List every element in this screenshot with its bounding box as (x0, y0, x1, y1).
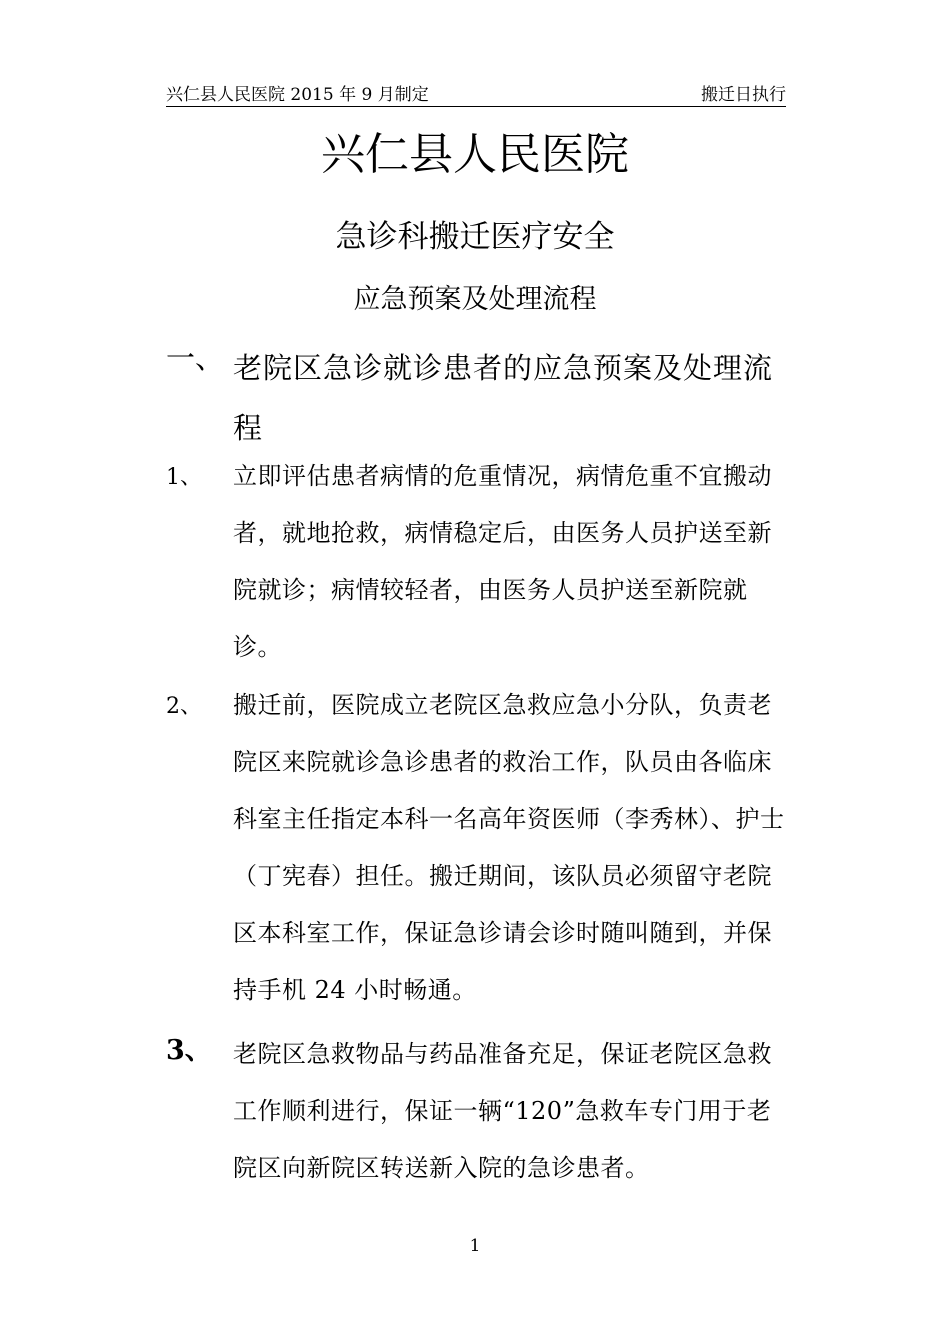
list-item-number: 2、 (166, 694, 202, 719)
header-right-text: 搬迁日执行 (701, 85, 786, 105)
page-number: 1 (469, 1236, 481, 1256)
document-title: 兴仁县人民医院 (321, 129, 629, 180)
list-item-text: 搬迁前，医院成立老院区急救应急小分队，负责老院区来院就诊急诊患者的救治工作，队员由各临床科室主任指定本科一名高年资医师（李秀林）、护士（丁宪春）担任。搬迁期间，该队员必须留守老院区本科室工作，保证急诊请会诊时随叫随到，并保持手机 24 小时畅通。 (233, 691, 785, 1004)
document-subtitle-2: 应急预案及处理流程 (353, 284, 597, 315)
section-number: 一、 (166, 341, 225, 375)
list-item-number: 1、 (166, 465, 202, 490)
section-title: 老院区急诊就诊患者的应急预案及处理流程 (233, 351, 774, 445)
page-header (166, 84, 786, 107)
list-item-text: 立即评估患者病情的危重情况，病情危重不宜搬动者，就地抢救，病情稳定后，由医务人员护送至新院就诊；病情较轻者，由医务人员护送至新院就诊。 (233, 462, 772, 661)
header-left-text: 兴仁县人民医院 2015 年 9 月制定 (166, 85, 429, 105)
document-subtitle: 急诊科搬迁医疗安全 (335, 219, 615, 255)
list-item-text: 老院区急救物品与药品准备充足，保证老院区急救工作顺利进行，保证一辆“120”急救车专门用于老院区向新院区转送新入院的急诊患者。 (233, 1040, 772, 1182)
list-item-number: 3、 (166, 1035, 212, 1066)
